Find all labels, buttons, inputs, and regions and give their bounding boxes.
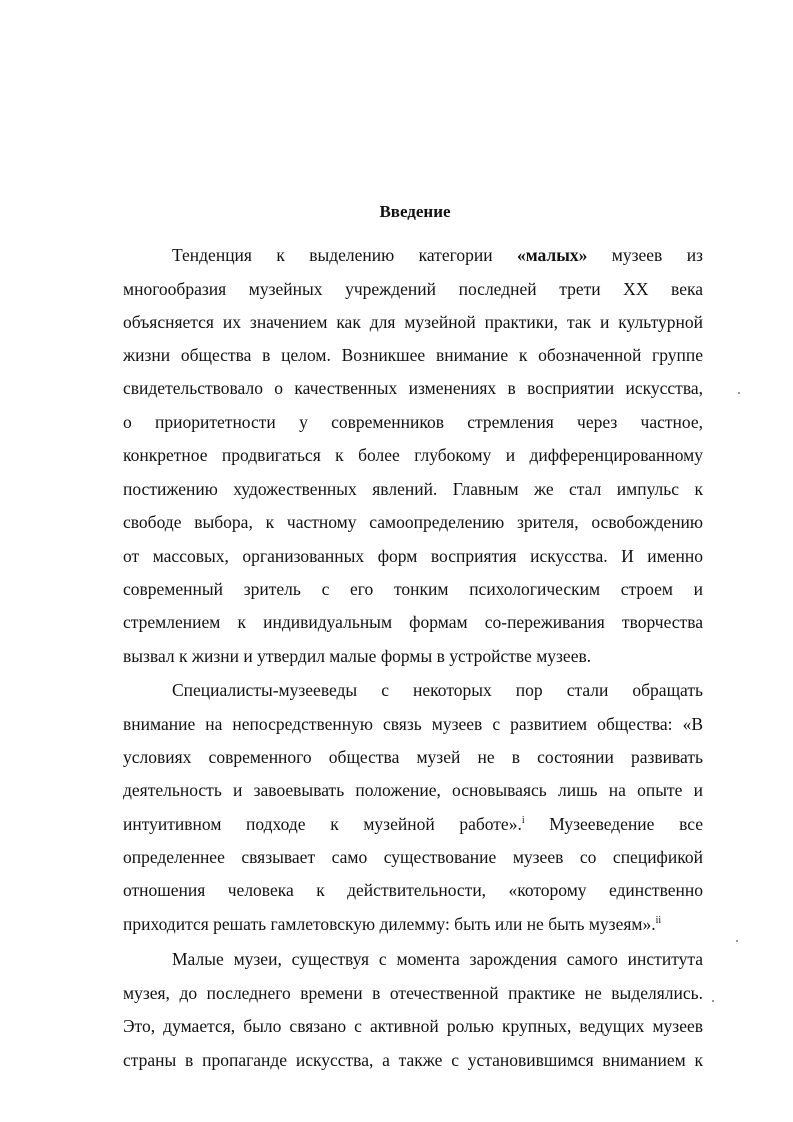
text-line: условиях современного общества музей не в состоянии развивать <box>123 747 703 767</box>
text-line: отношения человека к действительности, «которому единственно <box>123 880 703 900</box>
footnote-ref: i <box>521 815 525 826</box>
text-line: конкретное продвигаться к более глубокому и дифференцированному <box>123 445 703 465</box>
page-title: Введение <box>379 202 451 221</box>
text-line: свободе выбора, к частному самоопределению зрителя, освобождению <box>123 512 703 532</box>
text-line: приходится решать гамлетовскую дилемму: быть или не быть музеям».$^{ii}$ <box>123 914 662 934</box>
text-line: современный зритель с его тонким психологическим строем и <box>123 579 703 599</box>
text-line: страны в пропаганде искусства, а также с установившимся вниманием к <box>123 1050 703 1070</box>
text-line: музея, до последнего времени в отечественной практике не выделялись. <box>123 983 703 1003</box>
scan-speck <box>738 392 740 394</box>
text-line: вызвал к жизни и утвердил малые формы в устройстве музеев. <box>123 646 592 666</box>
scan-speck <box>736 940 738 942</box>
text-line: постижению художественных явлений. Главным же стал импульс к <box>123 479 703 499</box>
text-line: жизни общества в целом. Возникшее внимание к обозначенной группе <box>123 345 703 365</box>
text-line: Это, думается, было связано с активной ролью крупных, ведущих музеев <box>123 1016 703 1036</box>
text-line: Специалисты-музееведы с некоторых пор стали обращать <box>172 680 703 700</box>
text-line: стремлением к индивидуальным формам со-переживания творчества <box>123 612 703 632</box>
bold-term: «малых» <box>516 245 588 265</box>
scan-speck <box>712 1000 714 1002</box>
text-line: объясняется их значением как для музейной практики, так и культурной <box>123 312 703 332</box>
text-line: интуитивном подходе к музейной работе».$^i$ Музееведение все <box>123 814 703 834</box>
text-line: от массовых, организованных форм восприятия искусства. И именно <box>123 546 703 566</box>
text-line: свидетельствовало о качественных изменениях в восприятии искусства, <box>123 378 703 398</box>
text-line: внимание на непосредственную связь музеев с развитием общества: «В <box>123 714 703 734</box>
text-line: определеннее связывает само существование музеев со спецификой <box>123 847 703 867</box>
footnote-ref: ii <box>655 915 662 926</box>
text-line: о приоритетности у современников стремления через частное, <box>123 412 703 432</box>
text-line: деятельность и завоевывать положение, основываясь лишь на опыте и <box>123 780 703 800</box>
text-line: Малые музеи, существуя с момента зарождения самого института <box>172 949 703 969</box>
text-line: многообразия музейных учреждений последней трети ХХ века <box>123 279 703 299</box>
text-line: Тенденция к выделению категории «малых» музеев из <box>172 245 703 265</box>
